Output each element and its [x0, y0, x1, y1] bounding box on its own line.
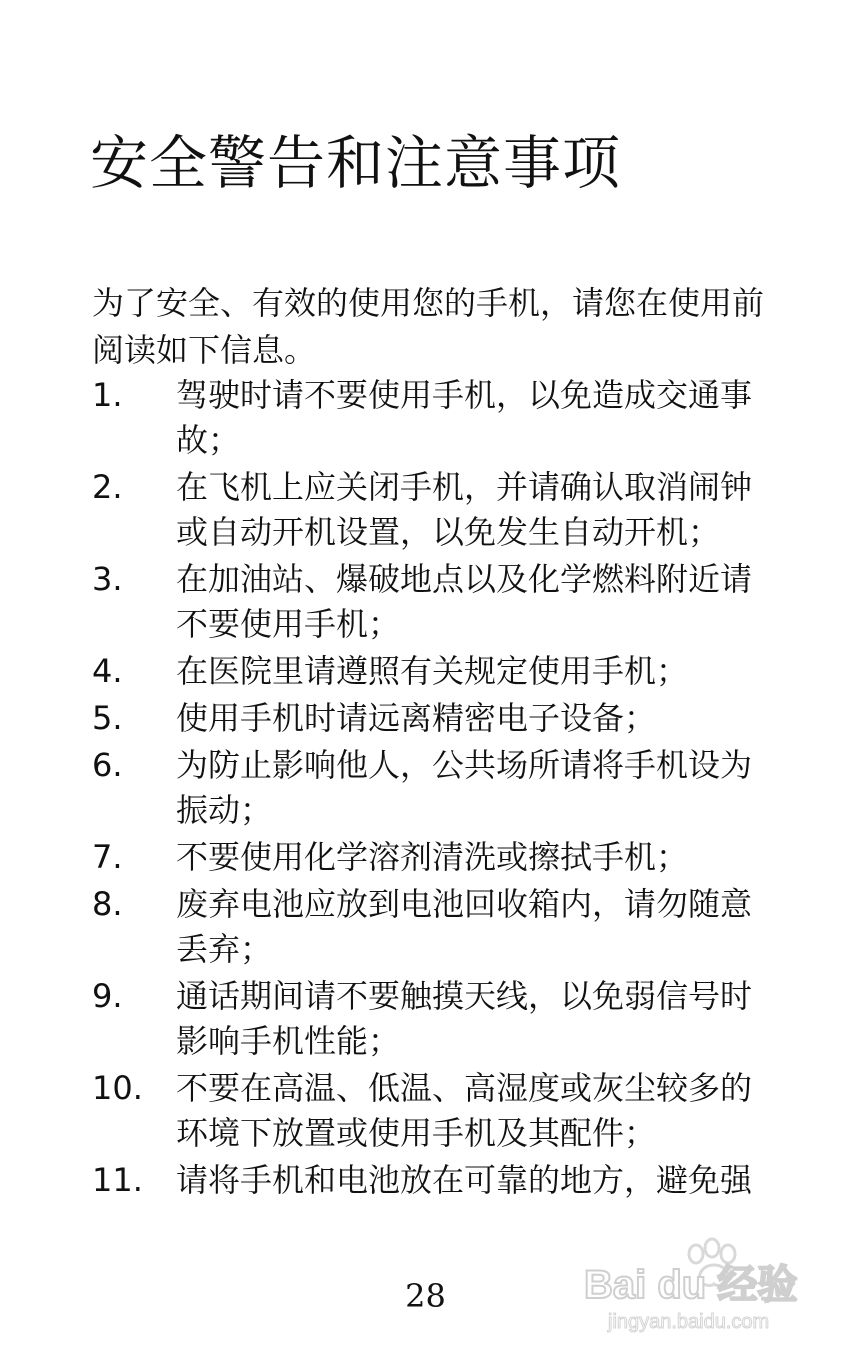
item-number: 8.: [92, 885, 123, 923]
item-number: 2.: [92, 468, 123, 506]
item-number: 1.: [92, 376, 123, 414]
item-text: 废弃电池应放到电池回收箱内，请勿随意丢弃；: [176, 885, 753, 968]
safety-list: [92, 373, 772, 1205]
item-text: 不要在高温、低温、高湿度或灰尘较多的环境下放置或使用手机及其配件；: [176, 1069, 753, 1152]
list-item: [92, 557, 772, 647]
item-text: 为防止影响他人，公共场所请将手机设为振动；: [176, 746, 753, 829]
intro-paragraph: 为了安全、有效的使用您的手机，请您在使用前阅读如下信息。: [92, 284, 765, 369]
item-number: 7.: [92, 838, 123, 876]
list-item: [92, 743, 772, 833]
list-item: [92, 835, 772, 880]
list-item: [92, 465, 772, 555]
item-number: 5.: [92, 699, 123, 737]
list-item: [92, 649, 772, 694]
list-item: [92, 696, 772, 741]
page-title: 安全警告和注意事项: [90, 129, 622, 197]
item-text: 不要使用化学溶剂清洗或擦拭手机；: [176, 838, 689, 876]
item-text: 在飞机上应关闭手机，并请确认取消闹钟或自动开机设置，以免发生自动开机；: [176, 468, 753, 551]
item-number: 11.: [92, 1161, 143, 1199]
item-text: 在加油站、爆破地点以及化学燃料附近请不要使用手机；: [176, 560, 753, 643]
item-text: 请将手机和电池放在可靠的地方，避免强: [176, 1161, 753, 1199]
item-text: 在医院里请遵照有关规定使用手机；: [176, 652, 689, 690]
list-item: [92, 373, 772, 463]
item-number: 4.: [92, 652, 123, 690]
page-number: 28: [405, 1277, 446, 1315]
item-number: 9.: [92, 977, 123, 1015]
item-number: 3.: [92, 560, 123, 598]
list-item: [92, 882, 772, 972]
item-text: 驾驶时请不要使用手机，以免造成交通事故；: [176, 376, 753, 459]
list-item: [92, 1066, 772, 1156]
item-text: 使用手机时请远离精密电子设备；: [176, 699, 657, 737]
watermark-url: jingyan.baidu.com: [608, 1311, 770, 1333]
item-number: 10.: [92, 1069, 143, 1107]
watermark-brand: Bai du 经验: [584, 1263, 798, 1307]
list-item: [92, 974, 772, 1064]
list-item: [92, 1158, 772, 1203]
item-number: 6.: [92, 746, 123, 784]
item-text: 通话期间请不要触摸天线，以免弱信号时影响手机性能；: [176, 977, 753, 1060]
